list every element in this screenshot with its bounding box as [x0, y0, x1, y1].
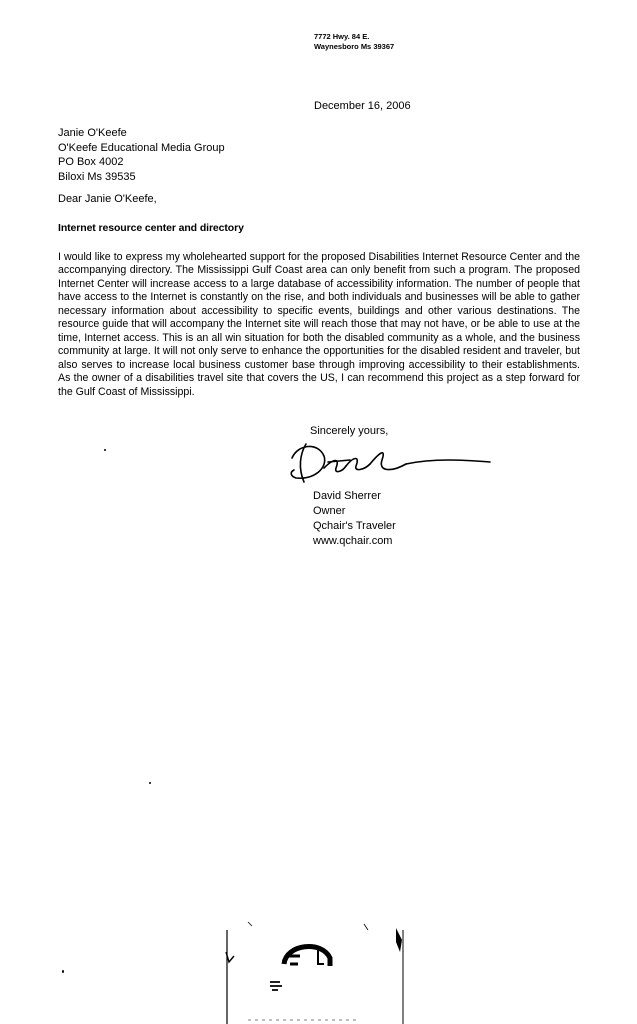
signer-company: Qchair's Traveler	[313, 520, 396, 532]
scan-speck	[149, 782, 151, 784]
recipient-address	[58, 126, 225, 184]
recipient-city-state-zip: Biloxi Ms 39535	[58, 170, 136, 183]
handwritten-signature	[284, 438, 494, 486]
recipient-po-box: PO Box 4002	[58, 156, 124, 169]
salutation: Dear Janie O'Keefe,	[58, 193, 157, 205]
signer-name: David Sherrer	[313, 490, 381, 502]
scan-speck	[62, 970, 64, 973]
sender-address	[314, 32, 394, 52]
subject-line: Internet resource center and directory	[58, 222, 244, 234]
signer-title: Owner	[313, 505, 346, 517]
scan-speck	[104, 449, 106, 451]
recipient-organization: O'Keefe Educational Media Group	[58, 141, 225, 154]
closing: Sincerely yours,	[310, 425, 389, 437]
sender-address-line1: 7772 Hwy. 84 E.	[314, 32, 370, 41]
signer-website: www.qchair.com	[313, 535, 393, 547]
sender-address-line2: Waynesboro Ms 39367	[314, 42, 395, 51]
letter-body: I would like to express my wholehearted support for the proposed Disabilities Internet Resource Center and the accompanying directory. The Mississippi Gulf Coast area can only benefit from such a program. The proposed Internet Center will increase access to a large database of accessibility information. The number of people that have access to the Internet is constantly on the rise, and both individuals and businesses will be able to gather necessary information about accessibility to specific events, buildings and other various destinations. The resource guide that will accompany the Internet site will reach those that may not have, or be able to use at the time, Internet access. This is an all win situation for both the disabled community as a whole, and the business community at large. It will not only serve to enhance the opportunities for the disabled resident and traveler, but also serves to increase local business customer base through improving accessibility to their establishments. As the owner of a disabilities travel site that covers the US, I can recommend this project as a step forward for the Gulf Coast of Mississippi.	[58, 251, 580, 398]
recipient-name: Janie O'Keefe	[58, 127, 127, 139]
letter-date: December 16, 2006	[314, 100, 411, 112]
scan-artifact-marks	[220, 910, 415, 1024]
signature-block	[313, 489, 396, 549]
